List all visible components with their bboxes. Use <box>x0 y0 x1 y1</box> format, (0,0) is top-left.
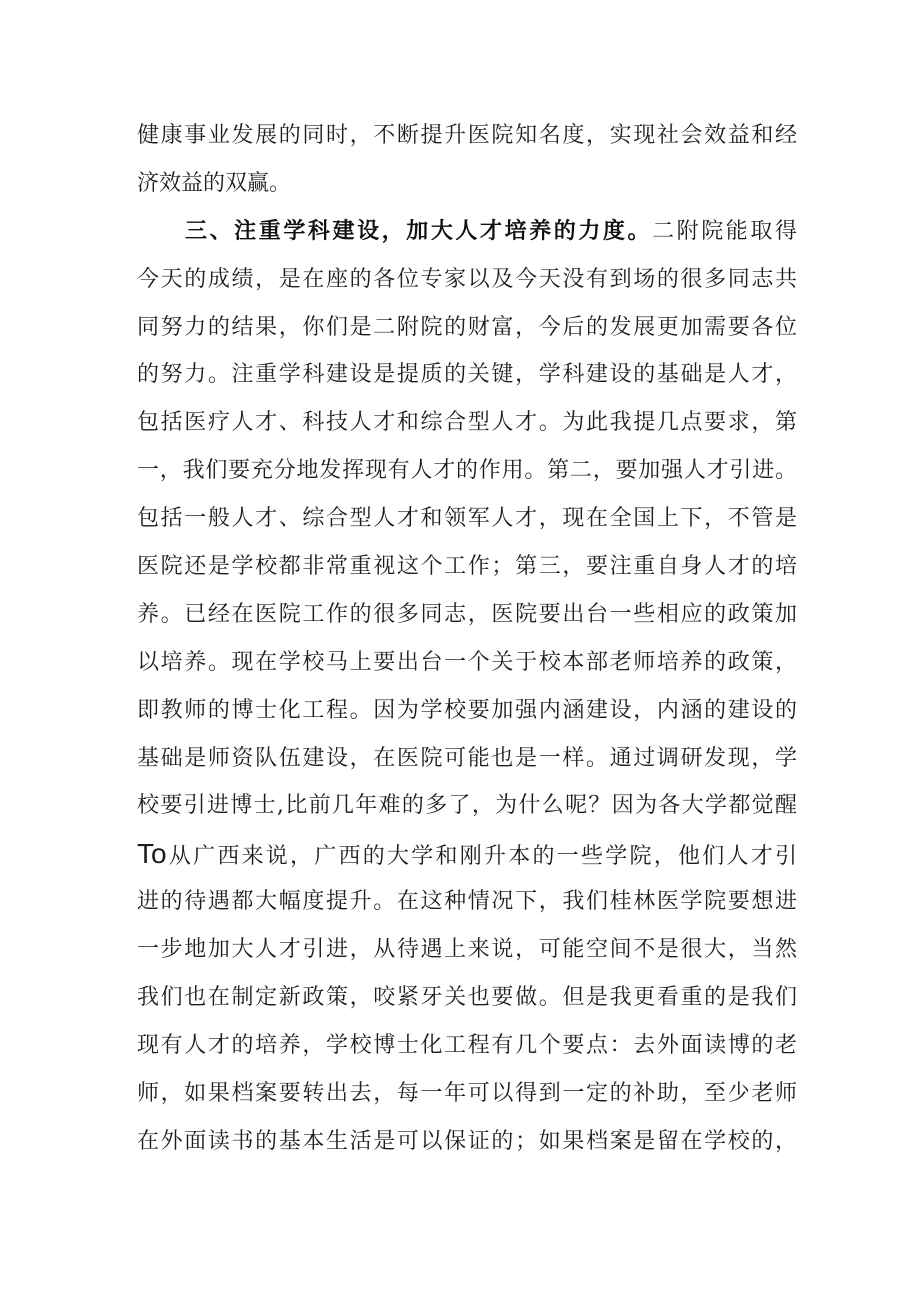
text-line: 在外面读书的基本生活是可以保证的；如果档案是留在学校的， <box>137 1128 797 1154</box>
text-line: 的努力。注重学科建设是提质的关键，学科建设的基础是人才， <box>137 362 797 388</box>
text-line: 养。已经在医院工作的很多同志，医院要出台一些相应的政策加 <box>137 601 797 627</box>
text-line: 以培养。现在学校马上要出台一个关于校本部老师培养的政策， <box>137 649 797 675</box>
text-line: 健康事业发展的同时，不断提升医院知名度，实现社会效益和经 <box>137 123 797 148</box>
text-line: 一步地加大人才引进，从待遇上来说，可能空间不是很大，当然 <box>137 937 797 963</box>
text-line: 今天的成绩，是在座的各位专家以及今天没有到场的很多同志共 <box>137 266 797 292</box>
text-line: 我们也在制定新政策，咬紧牙关也要做。但是我更看重的是我们 <box>137 985 797 1011</box>
text-line: 基础是师资队伍建设，在医院可能也是一样。通过调研发现，学 <box>137 745 797 771</box>
heading-tail-text: 二附院能取得 <box>652 218 797 244</box>
text-line: 济效益的双赢。 <box>137 170 292 196</box>
section-heading: 三、注重学科建设，加大人才培养的力度。 <box>185 218 653 244</box>
body-text <box>137 112 797 1166</box>
text-line: 师，如果档案要转出去，每一年可以得到一定的补助，至少老师 <box>137 1080 797 1106</box>
text-line: 校要引进博士,比前几年难的多了，为什么呢？因为各大学都觉醒 <box>137 793 797 819</box>
text-line: 包括一般人才、综合型人才和领军人才，现在全国上下，不管是 <box>137 506 797 532</box>
text-line: 即教师的博士化工程。因为学校要加强内涵建设，内涵的建设的 <box>137 697 797 723</box>
to-line-text: 从广西来说，广西的大学和刚升本的一些学院，他们人才引 <box>166 844 797 870</box>
text-line: 一，我们要充分地发挥现有人才的作用。第二，要加强人才引进。 <box>137 458 797 484</box>
to-line <box>137 830 797 878</box>
text-line: 包括医疗人才、科技人才和综合型人才。为此我提几点要求，第 <box>137 410 797 436</box>
section-heading-line <box>137 208 797 256</box>
text-line: 同努力的结果，你们是二附院的财富，今后的发展更加需要各位 <box>137 314 797 340</box>
text-line: 现有人才的培养，学校博士化工程有几个要点：去外面读博的老 <box>137 1032 797 1058</box>
text-line: 进的待遇都大幅度提升。在这种情况下，我们桂林医学院要想进 <box>137 889 797 915</box>
to-mark: To <box>137 838 167 870</box>
text-line: 医院还是学校都非常重视这个工作；第三，要注重自身人才的培 <box>137 554 797 580</box>
